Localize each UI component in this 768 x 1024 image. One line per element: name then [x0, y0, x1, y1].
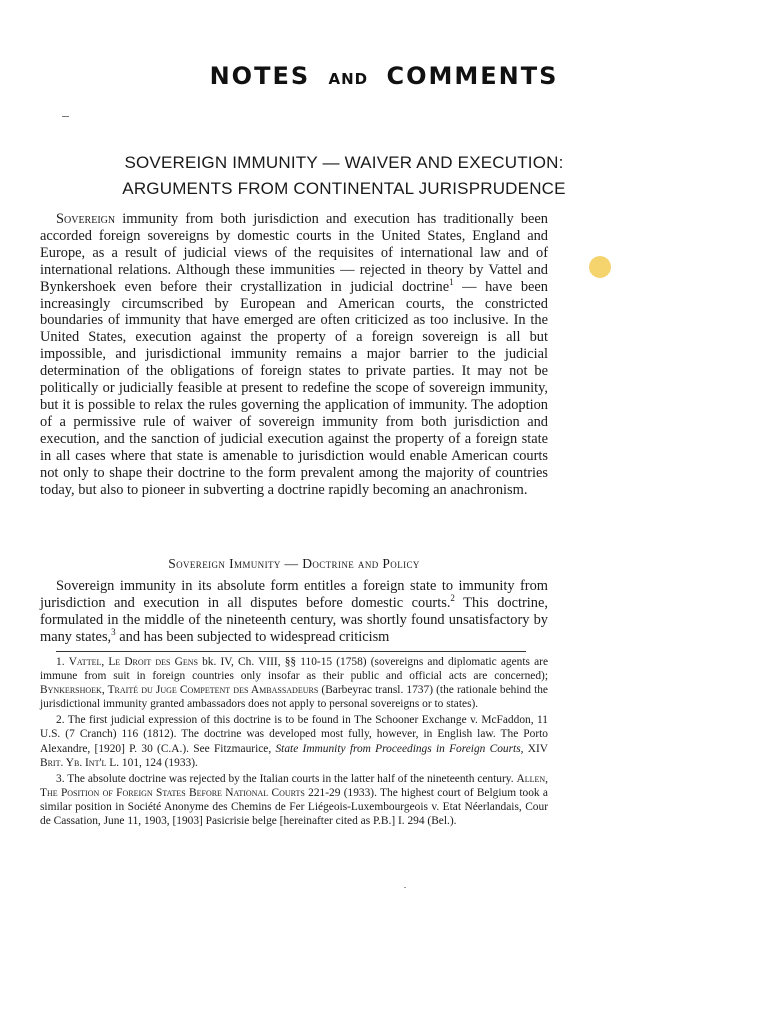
footnote-2-volume: XIV	[523, 742, 549, 755]
footnote-2-title: State Immunity from Proceedings in Foreign Courts,	[275, 742, 524, 755]
footnote-1-num: 1.	[56, 656, 69, 668]
article-title	[40, 150, 648, 202]
stray-mark	[62, 116, 69, 117]
footnote-1-source-2: Bynkershoek, Traité du Juge Competent des Ambassadeurs	[40, 684, 319, 697]
footnote-ref-1: 1	[449, 276, 454, 287]
footnote-ref-3: 3	[111, 627, 116, 638]
footnote-1-text-2: (Barbeyrac transl. 1737) (the rationale behind the jurisdictional immunity granted ambassadors does not apply to personal sovereigns or to states).	[40, 684, 548, 711]
intro-lead: Sovereign	[56, 211, 116, 227]
footnote-divider	[56, 651, 526, 652]
section-paragraph	[40, 578, 548, 646]
subheading: Sovereign Immunity — Doctrine and Policy	[168, 556, 420, 571]
footnote-2	[40, 713, 548, 769]
intro-text-a: immunity from both jurisdiction and execution has traditionally been accorded foreign sovereigns by domestic courts in the United States, England and Europe, as a result of judicial views of the requisites of international law and of international relations. Although these immunities — rejected in theory by Vattel and Bynkershoek even before their crystallization in judicial doctrine	[40, 211, 548, 295]
stray-tick	[404, 887, 406, 888]
intro-text-b: — have been increasingly circumscribed by European and American courts, the constricted boundaries of immunity that have emerged are often criticized as too inclusive. In the United States, execution against the property of a foreign sovereign is all but impossible, and jurisdictional immunity remains a major barrier to the judicial determination of the obligations of foreign states to private parties. It may not be politically or judicially feasible at present to redefine the scope of sovereign immunity, but it is possible to relax the rules governing the application of immunity. The adoption of a permissive rule of waiver of sovereign immunity from both jurisdiction and execution, and the sanction of judicial execution against the property of a foreign state in all cases where that state is amenable to jurisdiction would enable American courts not only to shape their doctrine to the form prevalent among the majority of countries today, but also to pioneer in subverting a doctrine rapidly becoming an anachronism.	[40, 278, 548, 498]
title-line-2: ARGUMENTS FROM CONTINENTAL JURISPRUDENCE	[122, 179, 566, 198]
footnote-2-text: 2. The first judicial expression of this doctrine is to be found in The Schooner Exchange v. McFaddon, 11 U.S. (7 Cranch) 116 (1812). The doctrine was developed most fully, however, in English law. The Porto Alexandre, [1920] P. 30 (C.A.). See Fitzmaurice,	[40, 714, 548, 755]
footnote-3-text: 3. The absolute doctrine was rejected by the Italian courts in the latter half of the nineteenth century.	[56, 772, 517, 785]
title-line-1: SOVEREIGN IMMUNITY — WAIVER AND EXECUTION:	[124, 153, 564, 172]
header-notes: NOTES	[209, 62, 311, 90]
section-header	[0, 62, 768, 90]
footnote-3-source: Allen, The Position of Foreign States Before National Courts	[40, 772, 548, 799]
footnote-1-text: bk. IV, Ch. VIII, §§ 110-15 (1758) (sovereigns and diplomatic agents are immune from suit in foreign countries only insofar as their public and official acts are concerned);	[40, 656, 548, 683]
section-text-c: and has been subjected to widespread criticism	[115, 629, 390, 645]
footnote-1-source: Vattel, Le Droit des Gens	[68, 656, 198, 668]
footnote-ref-2: 2	[450, 593, 455, 604]
footnote-1	[40, 655, 548, 711]
footnote-3-text-2: 221-29 (1933). The highest court of Belgium took a similar position in Société Anonyme des Chemins de Fer Liégeois-Luxembourgeois v. Etat Néerlandais, Cour de Cassation, June 11, 1903, [1903] Pasicrisie belge [hereinafter cited as P.B.] I. 294 (Bel.).	[40, 786, 548, 828]
highlight-dot	[589, 256, 611, 278]
intro-text	[40, 211, 548, 498]
footnote-2-pages: 101, 124 (1933).	[119, 756, 198, 769]
header-comments: COMMENTS	[386, 62, 559, 90]
header-and: AND	[328, 70, 369, 88]
section-text	[40, 578, 548, 646]
section-text-b: This doctrine, formulated in the middle of the nineteenth century, was shortly found unsatisfactory by many states,	[40, 595, 548, 645]
footnotes	[40, 655, 548, 830]
section-text-a: Sovereign immunity in its absolute form entitles a foreign state to immunity from jurisdiction and execution in all disputes before domestic courts.	[40, 578, 548, 611]
footnote-3	[40, 772, 548, 828]
footnote-2-journal: Brit. Yb. Int'l L.	[40, 756, 120, 769]
intro-paragraph	[40, 211, 548, 498]
